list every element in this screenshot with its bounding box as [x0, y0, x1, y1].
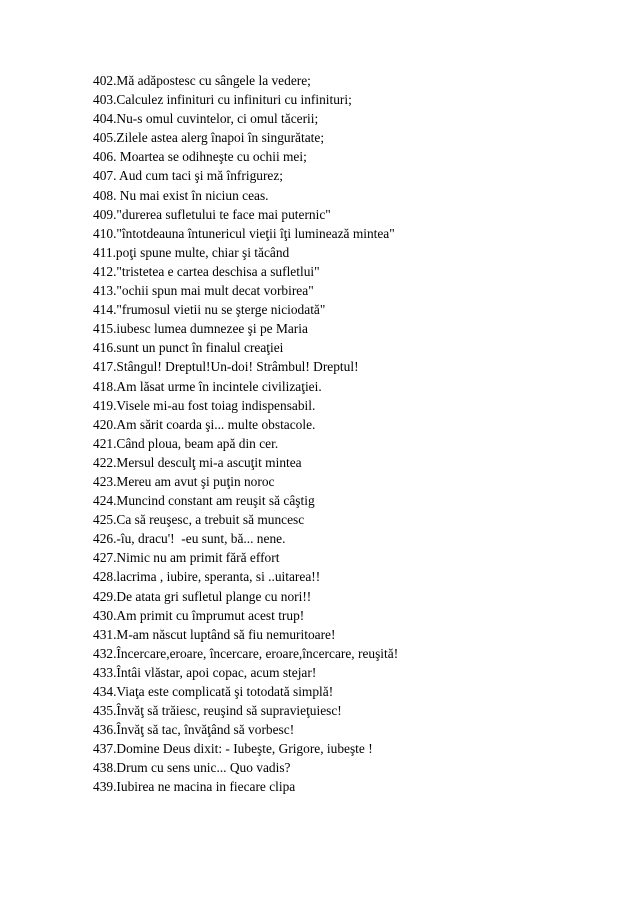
text-line: 431.M-am născut luptând să fiu nemuritoare!	[93, 626, 336, 642]
text-line: 419.Visele mi-au fost toiag indispensabil.	[93, 397, 316, 413]
text-line: 407. Aud cum taci şi mă înfrigurez;	[93, 168, 284, 184]
text-line: 417.Stângul! Dreptul!Un-doi! Strâmbul! Dreptul!	[93, 359, 359, 375]
text-line: 432.Încercare,eroare, încercare, eroare,încercare, reuşită!	[93, 645, 399, 661]
text-line: 429.De atata gri sufletul plange cu nori!!	[93, 588, 312, 604]
text-line: 433.Întâi vlăstar, apoi copac, acum stejar!	[93, 664, 317, 680]
text-line: 426.-îu, dracu'! -eu sunt, bă... nene.	[93, 531, 286, 547]
text-line: 413."ochii spun mai mult decat vorbirea"	[93, 283, 314, 299]
text-line: 405.Zilele astea alerg înapoi în singurătate;	[93, 130, 325, 146]
text-line: 420.Am sărit coarda şi... multe obstacole.	[93, 416, 316, 432]
text-line: 408. Nu mai exist în niciun ceas.	[93, 187, 269, 203]
text-line: 439.Iubirea ne macina in fiecare clipa	[93, 779, 296, 795]
text-line: 406. Moartea se odihneşte cu ochii mei;	[93, 149, 307, 165]
text-line: 409."durerea sufletului te face mai puternic"	[93, 206, 331, 222]
text-line: 425.Ca să reuşesc, a trebuit să muncesc	[93, 512, 305, 528]
text-line: 402.Mă adăpostesc cu sângele la vedere;	[93, 73, 311, 88]
numbered-lines-list	[93, 71, 398, 797]
text-line: 430.Am primit cu împrumut acest trup!	[93, 607, 305, 623]
text-line: 418.Am lăsat urme în incintele civilizaţiei.	[93, 378, 322, 394]
text-line: 416.sunt un punct în finalul creaţiei	[93, 340, 284, 356]
text-line: 411.poţi spune multe, chiar şi tăcând	[93, 244, 290, 260]
text-line: 428.lacrima , iubire, speranta, si ..uitarea!!	[93, 569, 321, 585]
text-line: 410."întotdeauna întunericul vieţii îţi luminează mintea"	[93, 225, 395, 241]
text-line: 412."tristetea e cartea deschisa a sufletlui"	[93, 263, 320, 279]
text-line: 423.Mereu am avut şi puţin noroc	[93, 473, 275, 489]
text-line: 435.Învăţ să trăiesc, reuşind să supravieţuiesc!	[93, 703, 342, 719]
text-line: 414."frumosul vietii nu se şterge niciodată"	[93, 302, 326, 318]
text-line: 427.Nimic nu am primit fără effort	[93, 550, 280, 566]
text-line: 434.Viaţa este complicată şi totodată simplă!	[93, 684, 334, 699]
text-line: 421.Când ploua, beam apă din cer.	[93, 435, 279, 451]
text-line: 404.Nu-s omul cuvintelor, ci omul tăcerii;	[93, 111, 319, 127]
text-line: 415.iubesc lumea dumnezee şi pe Maria	[93, 321, 308, 337]
text-line: 436.Învăţ să tac, învăţând să vorbesc!	[93, 722, 295, 738]
text-line: 438.Drum cu sens unic... Quo vadis?	[93, 760, 291, 776]
text-line: 403.Calculez infinituri cu infinituri cu infinituri;	[93, 92, 352, 108]
text-line: 437.Domine Deus dixit: - Iubeşte, Grigore, iubeşte !	[93, 741, 373, 757]
text-line: 424.Muncind constant am reuşit să câştig	[93, 493, 315, 509]
text-line: 422.Mersul desculţ mi-a ascuţit mintea	[93, 454, 302, 470]
